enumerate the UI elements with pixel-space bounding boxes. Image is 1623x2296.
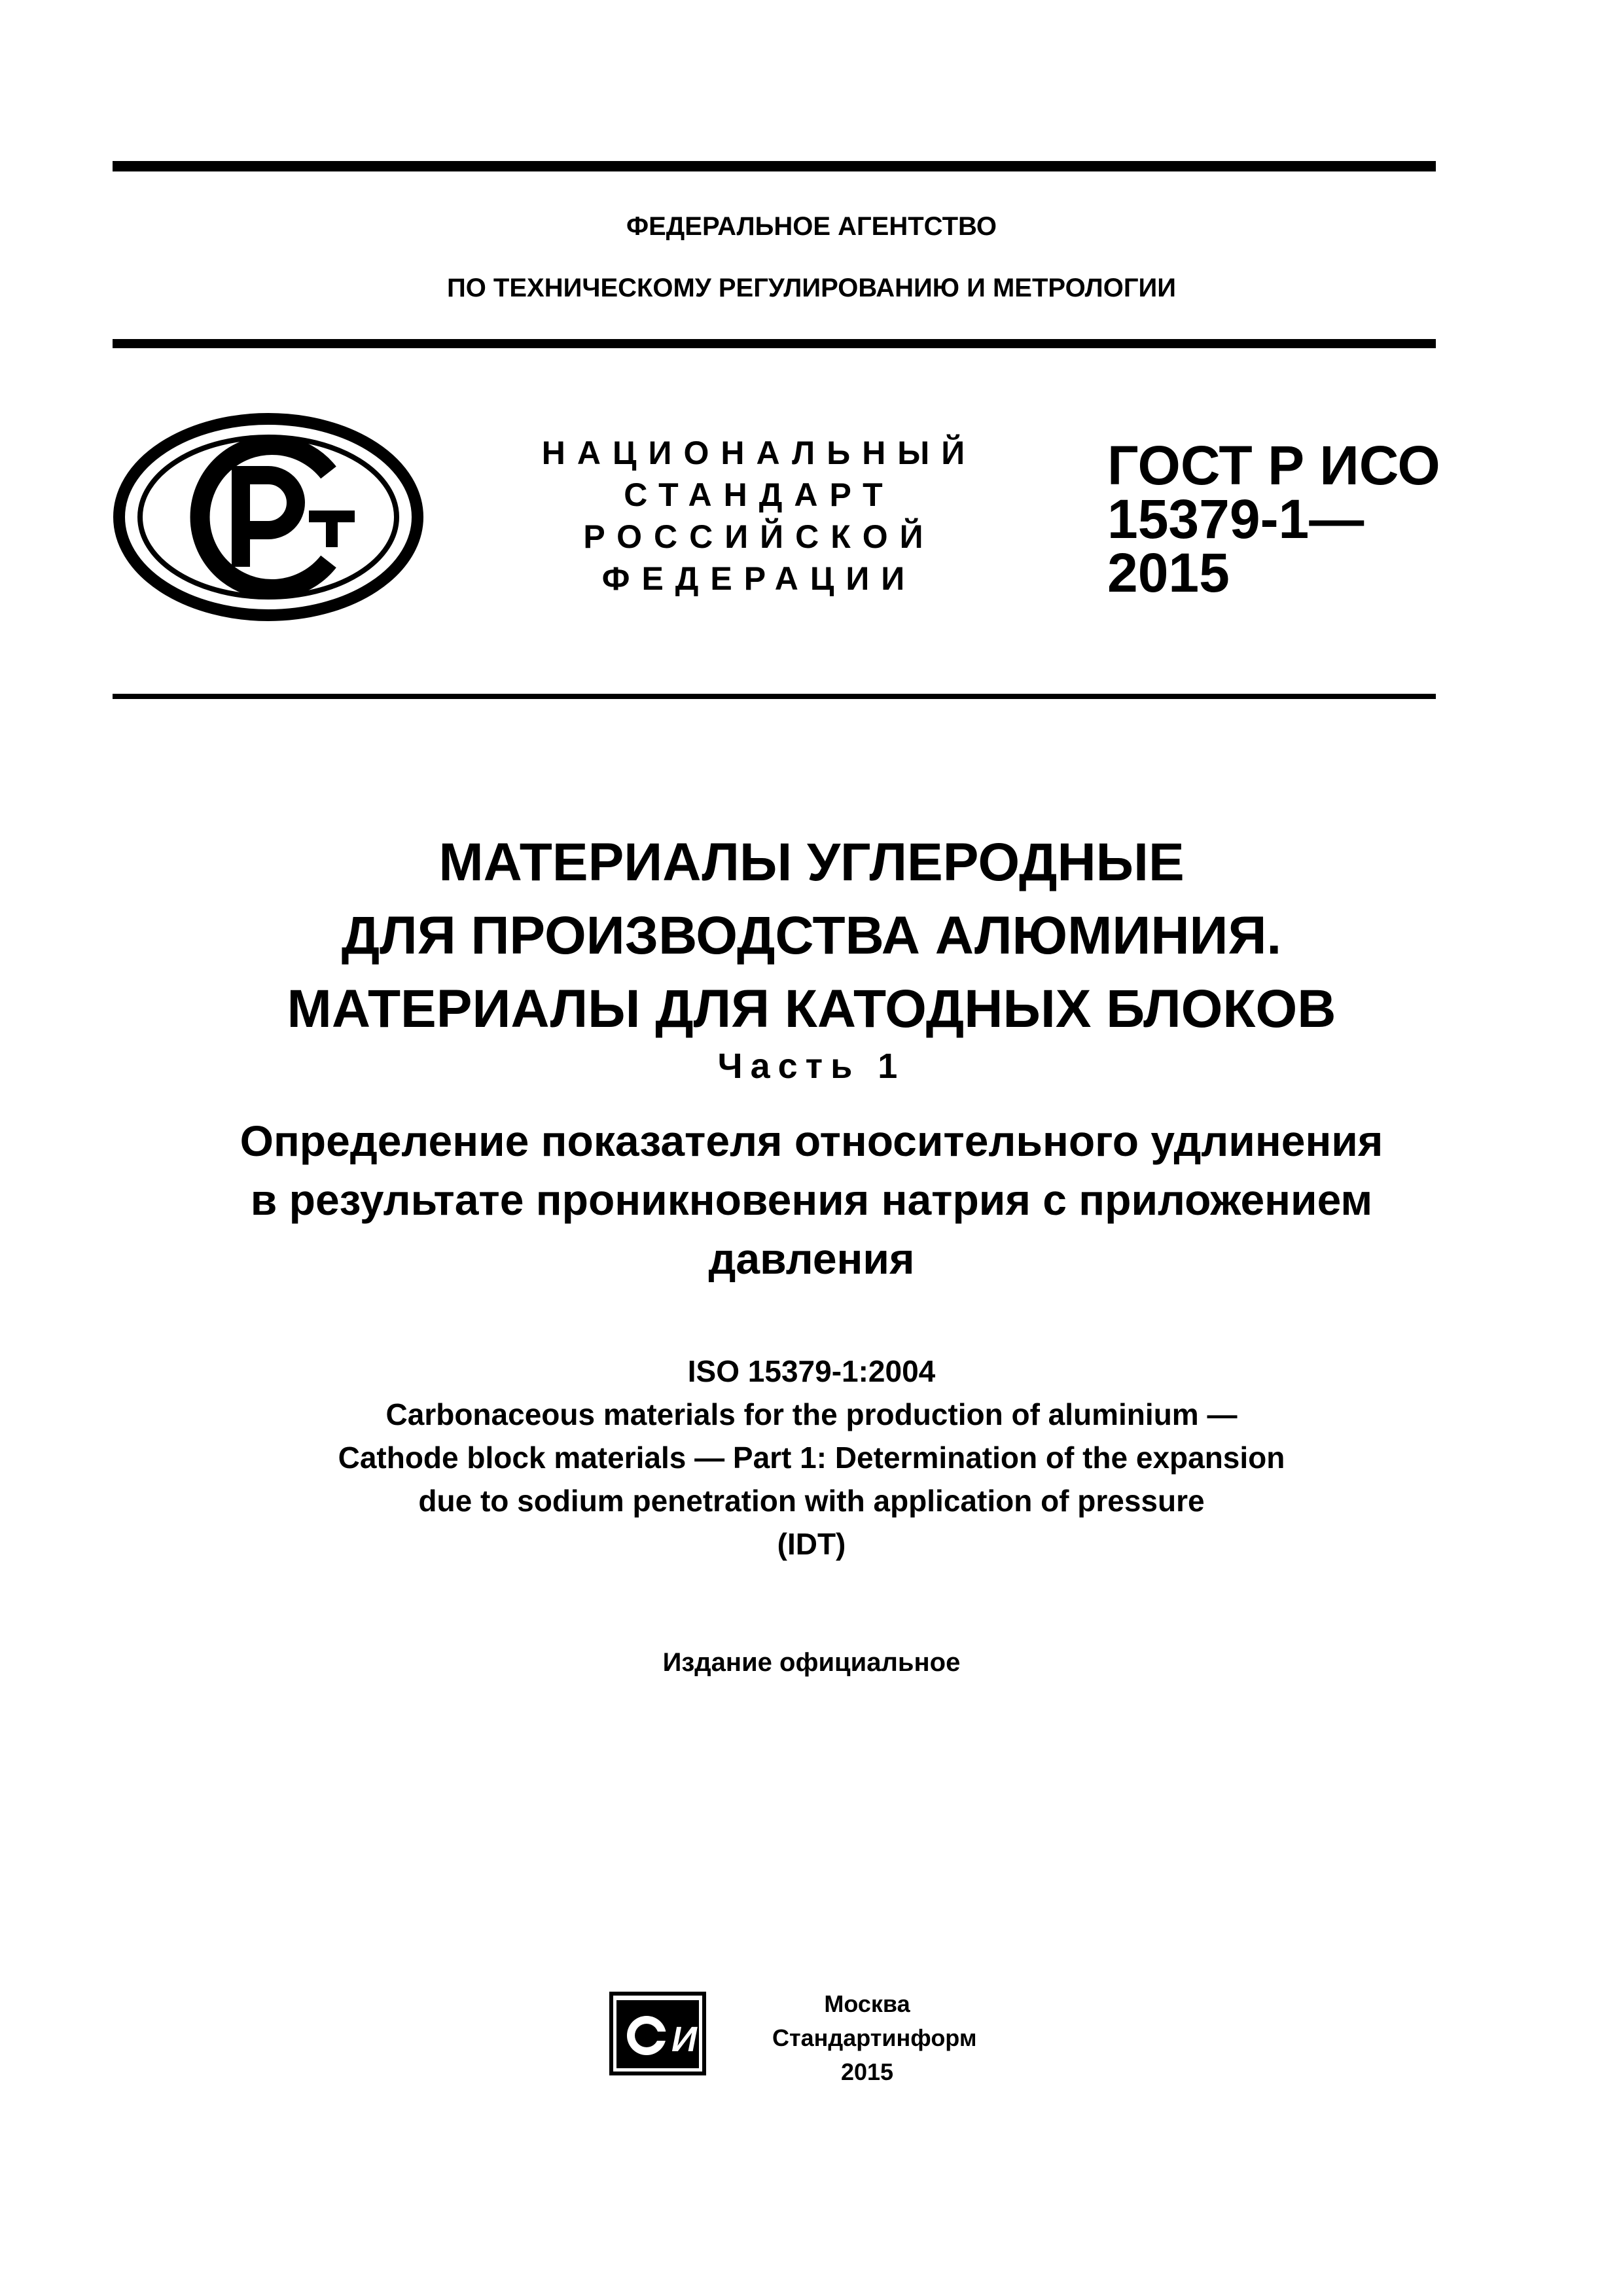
standartinform-logo-icon: [609, 1991, 707, 2076]
iso-line-4: due to sodium penetration with application of pressure: [418, 1484, 1205, 1518]
national-line-1: НАЦИОНАЛЬНЫЙ: [541, 435, 977, 471]
rst-logo-icon: [113, 412, 424, 622]
iso-line-3: Cathode block materials — Part 1: Determination of the expansion: [338, 1441, 1285, 1475]
designation-line-2: 15379-1—: [1107, 488, 1364, 550]
publisher-name: Стандартинформ: [772, 2024, 977, 2051]
agency-line-1: ФЕДЕРАЛЬНОЕ АГЕНТСТВО: [626, 212, 997, 241]
iso-line-5: (IDT): [777, 1527, 846, 1561]
svg-text:И: И: [671, 2020, 697, 2059]
designation-line-3: 2015: [1107, 542, 1230, 603]
title-line-1: МАТЕРИАЛЫ УГЛЕРОДНЫЕ: [438, 833, 1185, 892]
publisher-year: 2015: [840, 2058, 894, 2085]
iso-line-1: ISO 15379-1:2004: [687, 1354, 936, 1388]
subtitle-line-2: в результате проникновения натрия с приложением: [250, 1175, 1373, 1224]
national-line-4: ФЕДЕРАЦИИ: [601, 560, 917, 597]
title-line-2: ДЛЯ ПРОИЗВОДСТВА АЛЮМИНИЯ.: [341, 906, 1282, 965]
iso-reference: [0, 1350, 1623, 1566]
title-line-3: МАТЕРИАЛЫ ДЛЯ КАТОДНЫХ БЛОКОВ: [287, 979, 1336, 1039]
subtitle-line-3: давления: [708, 1234, 915, 1283]
document-subtitle: [105, 1111, 1518, 1288]
header-bottom-rule: [113, 339, 1436, 348]
publisher-block: [772, 1987, 977, 2089]
iso-line-2: Carbonaceous materials for the production of aluminium —: [385, 1397, 1238, 1431]
national-standard-label: [510, 432, 1008, 600]
standard-designation: [1107, 435, 1448, 603]
document-title: [0, 826, 1623, 1046]
designation-line-1: ГОСТ Р ИСО: [1107, 435, 1440, 496]
top-rule: [113, 161, 1436, 171]
national-line-2: СТАНДАРТ: [624, 476, 895, 513]
agency-line-2: ПО ТЕХНИЧЕСКОМУ РЕГУЛИРОВАНИЮ И МЕТРОЛОГИИ: [446, 274, 1177, 302]
standard-block-bottom-rule: [113, 694, 1436, 699]
national-line-3: РОССИЙСКОЙ: [583, 518, 935, 555]
publisher-city: Москва: [824, 1990, 910, 2017]
part-label: Часть 1: [717, 1047, 906, 1086]
edition-label: Издание официальное: [662, 1648, 961, 1677]
subtitle-line-1: Определение показателя относительного удлинения: [240, 1117, 1383, 1165]
